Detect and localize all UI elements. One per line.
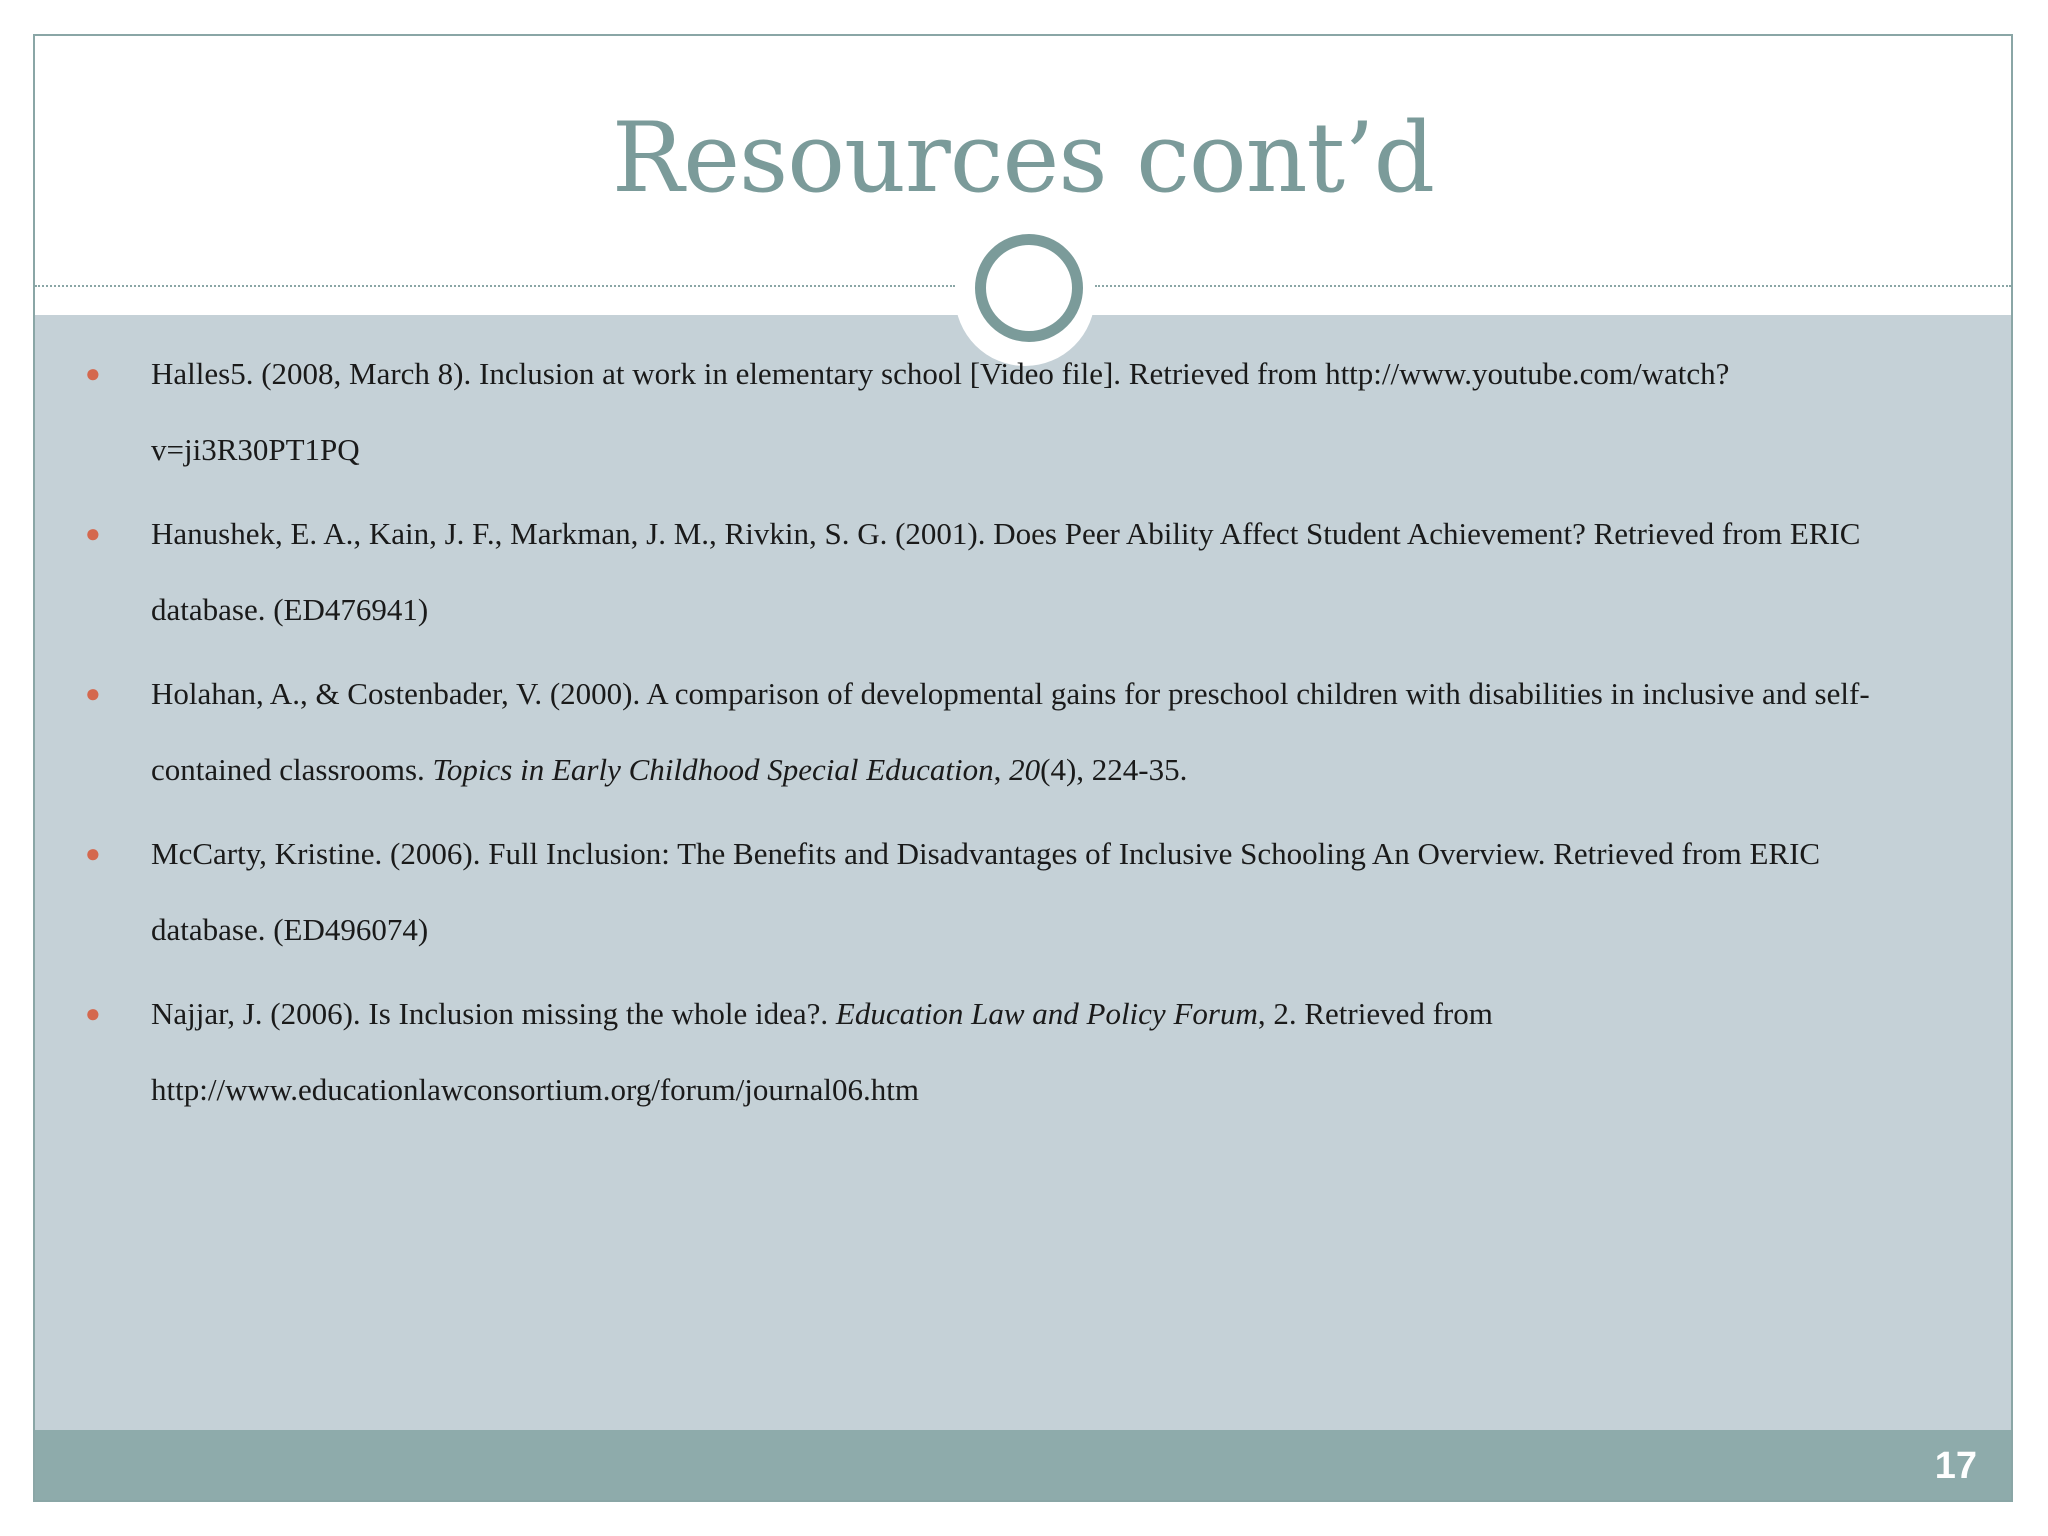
reference-text [151,516,1860,627]
reference-run: Holahan, A., & Costenbader, V. (2000). A comparison of developmental gains for preschool children with disabilities in inclusive and self-contained classrooms. [151,676,1870,787]
reference-italic-run: 20 [1009,752,1041,787]
bullet-icon: ● [85,839,101,868]
slide-title: Resources cont’d [611,102,1435,214]
reference-run: , 2. Retrieved from http://www.educationlawconsortium.org/forum/journal06.htm [151,996,1493,1107]
reference-run: McCarty, Kristine. (2006). Full Inclusion: The Benefits and Disadvantages of Inclusive Schooling An Overview. Retrieved from ERIC database. (ED496074) [151,836,1821,947]
reference-text [151,676,1870,787]
bullet-icon: ● [85,679,101,708]
reference-italic-run: Education Law and Policy Forum [835,996,1258,1031]
reference-text [151,356,1729,467]
circle-ornament-icon [975,234,1083,342]
page-number: 17 [1934,1445,1977,1487]
reference-run: , [993,752,1010,787]
reference-run: (4), 224-35. [1040,752,1188,787]
reference-list [85,336,1931,1136]
reference-item [85,496,1931,648]
bullet-icon: ● [85,999,101,1028]
reference-text [151,996,1493,1107]
reference-run: Najjar, J. (2006). Is Inclusion missing the whole idea?. [151,996,836,1031]
title-divider-right [1095,285,2011,287]
reference-item [85,656,1931,808]
reference-item [85,336,1931,488]
title-divider-left [35,285,955,287]
reference-item [85,816,1931,968]
footer-bar [35,1430,2011,1500]
reference-text [151,836,1820,947]
reference-italic-run: Topics in Early Childhood Special Education [432,752,994,787]
reference-run: Hanushek, E. A., Kain, J. F., Markman, J. M., Rivkin, S. G. (2001). Does Peer Ability Affect Student Achievement? Retrieved from ERIC database. (ED476941) [151,516,1861,627]
reference-run: Halles5. (2008, March 8). Inclusion at work in elementary school [Video file]. Retrieved from http://www.youtube.com/watch?v=ji3R30PT1PQ [151,356,1730,467]
slide [33,34,2013,1502]
reference-item [85,976,1931,1128]
bullet-icon: ● [85,519,101,548]
bullet-icon: ● [85,359,101,388]
